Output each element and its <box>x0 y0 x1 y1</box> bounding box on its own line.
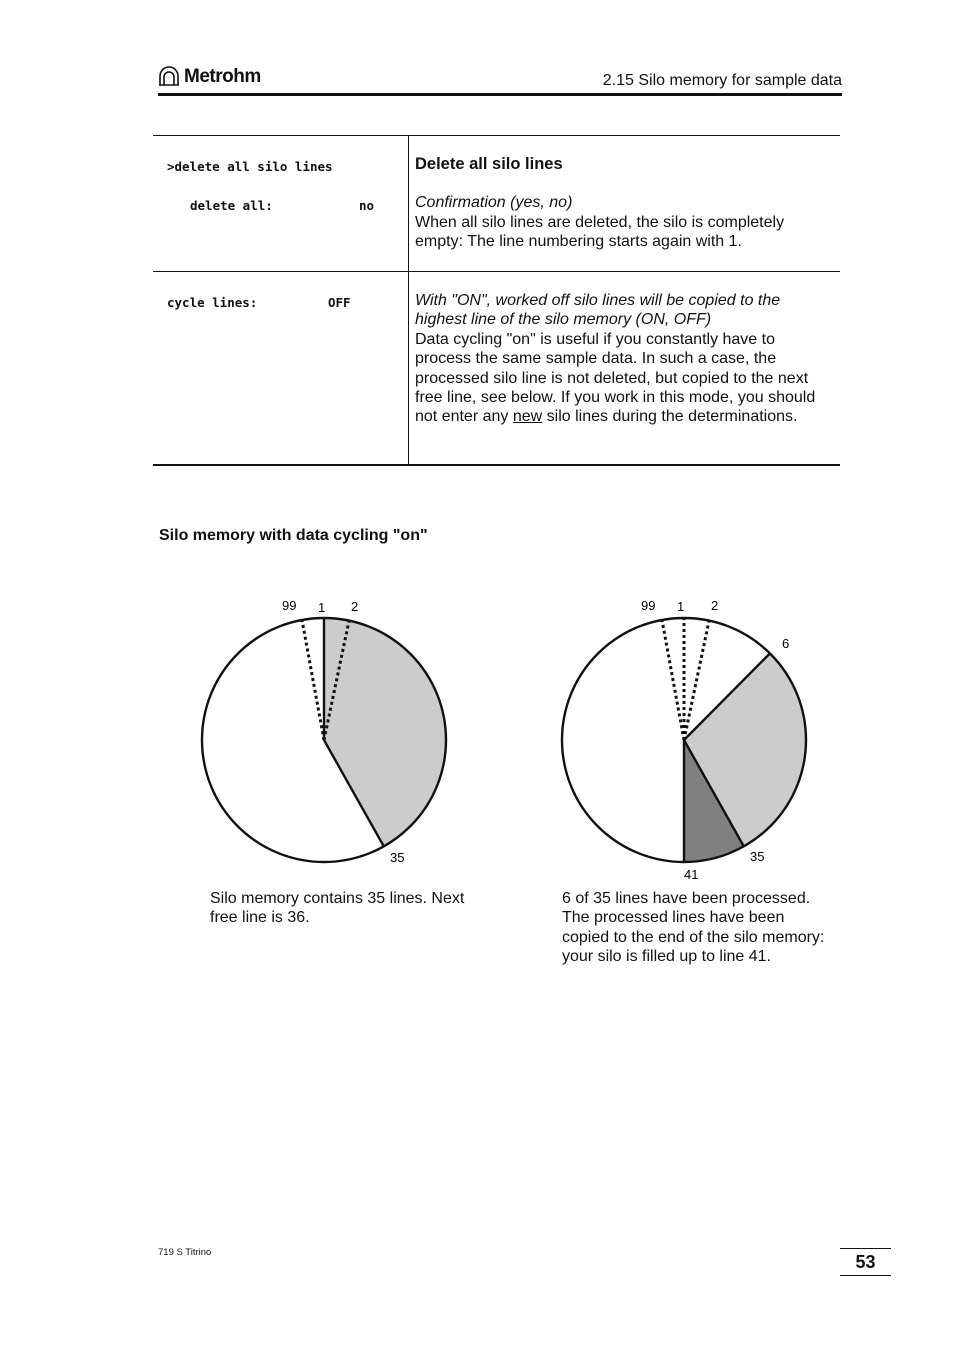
diagram-section-heading: Silo memory with data cycling "on" <box>159 527 428 544</box>
code-delete-all-label: delete all: <box>190 198 273 213</box>
code-cycle-lines-label: cycle lines: <box>167 295 258 310</box>
silo-diagram-left <box>190 590 460 875</box>
code-cycle-lines-value: OFF <box>328 295 351 310</box>
section-title: 2.15 Silo memory for sample data <box>602 72 842 89</box>
label-6-right: 6 <box>782 636 790 651</box>
row2-text-before: Data cycling "on" is useful if you constantly have to process the same sample data. In such a case, the processed silo line is not deleted, but copied to the next free line, see below. If you work in this mode, you should not enter any <box>415 330 816 426</box>
brand-logo <box>158 66 261 88</box>
label-41-right: 41 <box>684 867 699 882</box>
row2-italic: With "ON", worked off silo lines will be copied to the highest line of the silo memory (ON, OFF) <box>415 292 781 329</box>
label-2-right: 2 <box>711 598 719 613</box>
line-99-dotted-left <box>302 620 324 740</box>
label-99-left: 99 <box>282 598 297 613</box>
processed-sector-left <box>324 618 446 846</box>
row2-text-underlined: new <box>512 408 543 426</box>
label-2-left: 2 <box>351 599 359 614</box>
table-divider-horizontal <box>153 271 840 272</box>
row2-description <box>415 291 835 427</box>
caption-left: Silo memory contains 35 lines. Next free line is 36. <box>210 890 465 927</box>
row2-text <box>415 330 835 427</box>
brand-name: Metrohm <box>184 66 261 87</box>
label-35-right: 35 <box>750 849 765 864</box>
line-99-dotted-right <box>662 620 684 740</box>
label-35-left: 35 <box>390 850 405 865</box>
page-header <box>158 64 842 96</box>
silo-diagram-right <box>550 590 820 885</box>
page-number: 53 <box>840 1248 891 1276</box>
row2-text-after: silo lines during the determinations. <box>542 408 798 426</box>
row1-heading: Delete all silo lines <box>415 155 563 173</box>
code-delete-all-value: no <box>359 198 375 213</box>
row1-text: When all silo lines are deleted, the silo is completely empty: The line numbering starts again with 1. <box>415 213 785 251</box>
label-99-right: 99 <box>641 598 656 613</box>
label-1-right: 1 <box>677 599 685 614</box>
table-divider-vertical <box>408 136 409 465</box>
row1-description <box>415 155 835 252</box>
metrohm-logo-icon <box>158 66 180 88</box>
caption-right: 6 of 35 lines have been processed. The processed lines have been copied to the end of the silo memory: your silo is filled up to line 41. <box>562 890 825 966</box>
label-1-left: 1 <box>318 600 326 615</box>
footer-product: 719 S Titrino <box>158 1247 212 1258</box>
code-delete-all-silo-lines: >delete all silo lines <box>167 159 333 174</box>
parameter-table <box>153 135 840 466</box>
row1-italic: Confirmation (yes, no) <box>415 194 573 212</box>
